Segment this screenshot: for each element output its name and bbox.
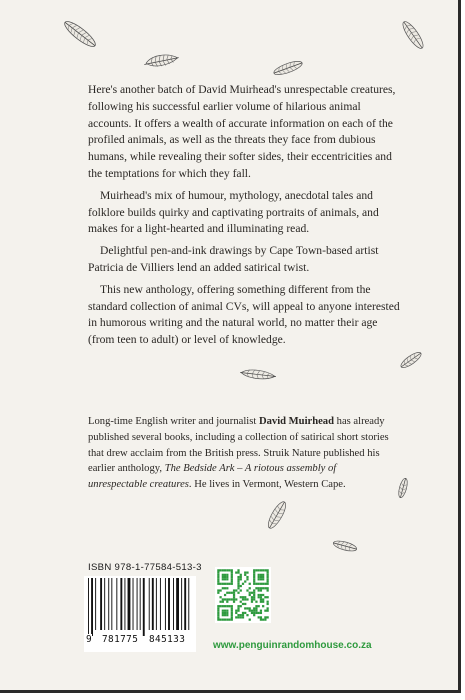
qr-module — [237, 578, 239, 580]
qr-module — [237, 614, 239, 616]
qr-module — [219, 619, 221, 621]
barcode-bar — [140, 578, 141, 630]
qr-module — [253, 592, 255, 594]
qr-module — [217, 578, 219, 580]
bio-end: . He lives in Vermont, Western Cape. — [188, 479, 346, 491]
qr-module — [231, 616, 233, 618]
qr-module — [237, 610, 239, 612]
qr-module — [246, 598, 248, 600]
qr-module — [253, 607, 255, 609]
author-bio — [88, 414, 394, 493]
qr-module — [267, 616, 269, 618]
qr-module — [264, 619, 266, 621]
qr-module — [224, 583, 226, 585]
publisher-website[interactable]: www.penguinrandomhouse.co.za — [213, 640, 372, 651]
qr-module — [264, 583, 266, 585]
qr-module — [222, 614, 224, 616]
qr-module — [253, 589, 255, 591]
qr-module — [267, 574, 269, 576]
qr-module — [258, 574, 260, 576]
qr-module — [222, 605, 224, 607]
qr-module — [222, 587, 224, 589]
qr-module — [267, 578, 269, 580]
qr-module — [267, 580, 269, 582]
qr-module — [222, 569, 224, 571]
qr-module — [264, 569, 266, 571]
qr-module — [253, 571, 255, 573]
qr-module — [246, 578, 248, 580]
qr-module — [264, 616, 266, 618]
qr-module — [242, 612, 244, 614]
qr-module — [222, 619, 224, 621]
qr-module — [222, 598, 224, 600]
blurb-paragraph: Muirhead's mix of humour, mythology, anecdotal tales and folklore builds quirky and captivating portraits of animals, and makes for a light-hearted and illuminating read. — [88, 188, 379, 236]
qr-module — [219, 569, 221, 571]
qr-module — [217, 605, 219, 607]
qr-module — [260, 610, 262, 612]
qr-module — [260, 616, 262, 618]
qr-module — [228, 619, 230, 621]
qr-module — [262, 574, 264, 576]
barcode-bar — [128, 578, 131, 630]
qr-module — [253, 583, 255, 585]
qr-module — [260, 576, 262, 578]
barcode-right-group: 845133 — [149, 634, 186, 645]
qr-module — [217, 580, 219, 582]
qr-module — [260, 596, 262, 598]
qr-module — [240, 605, 242, 607]
qr-module — [242, 614, 244, 616]
qr-module — [267, 610, 269, 612]
qr-module — [260, 594, 262, 596]
qr-module — [267, 589, 269, 591]
qr-module — [260, 589, 262, 591]
qr-module — [233, 601, 235, 603]
qr-module — [235, 616, 237, 618]
qr-module — [217, 610, 219, 612]
qr-module — [262, 576, 264, 578]
qr-module — [226, 601, 228, 603]
qr-module — [224, 594, 226, 596]
qr-module — [231, 580, 233, 582]
qr-module — [235, 571, 237, 573]
qr-module — [224, 619, 226, 621]
barcode-bar — [124, 578, 125, 630]
qr-module — [258, 587, 260, 589]
qr-module — [267, 571, 269, 573]
qr-module — [226, 576, 228, 578]
qr-module — [233, 594, 235, 596]
qr-module — [251, 596, 253, 598]
barcode-left-group: 781775 — [102, 634, 139, 645]
qr-module — [217, 571, 219, 573]
blurb-paragraph: This new anthology, offering something different from the standard collection of animal CVs, will appeal to anyone interested in humorous writing and the natural world, no matter their age (from teen to adult) or level of knowledge. — [88, 282, 400, 347]
qr-module — [249, 587, 251, 589]
qr-module — [237, 616, 239, 618]
qr-module — [255, 587, 257, 589]
qr-module — [226, 592, 228, 594]
qr-module — [258, 605, 260, 607]
qr-module — [262, 578, 264, 580]
qr-module — [258, 589, 260, 591]
qr-module — [251, 612, 253, 614]
barcode-digits — [88, 634, 196, 648]
qr-module — [258, 616, 260, 618]
qr-module — [244, 571, 246, 573]
qr-module — [264, 596, 266, 598]
qr-module — [262, 583, 264, 585]
barcode-bar — [116, 578, 117, 630]
qr-module — [260, 574, 262, 576]
qr-module — [217, 616, 219, 618]
qr-module — [231, 574, 233, 576]
qr-module — [258, 569, 260, 571]
feather-icon — [260, 496, 294, 534]
feather-icon — [270, 56, 306, 80]
earlier-book-title: The Bedside Ark – A riotous assembly of unrespectable creatures — [88, 463, 337, 491]
qr-module — [231, 583, 233, 585]
qr-module — [255, 610, 257, 612]
qr-module — [219, 589, 221, 591]
qr-module — [224, 605, 226, 607]
qr-module — [235, 589, 237, 591]
feather-icon — [142, 48, 182, 74]
qr-module — [233, 589, 235, 591]
qr-module — [231, 605, 233, 607]
qr-module — [253, 596, 255, 598]
qr-module — [255, 607, 257, 609]
qr-module — [224, 576, 226, 578]
qr-module — [267, 576, 269, 578]
barcode-bar — [173, 578, 174, 630]
qr-module — [237, 607, 239, 609]
qr-module — [217, 607, 219, 609]
qr-module — [224, 612, 226, 614]
qr-module — [231, 619, 233, 621]
barcode-bar — [95, 578, 96, 630]
barcode-bar — [168, 578, 170, 630]
qr-module — [246, 571, 248, 573]
qr-module — [260, 569, 262, 571]
qr-module — [224, 569, 226, 571]
qr-module — [251, 592, 253, 594]
qr-module — [217, 576, 219, 578]
qr-module — [217, 612, 219, 614]
qr-module — [249, 583, 251, 585]
qr-module — [226, 612, 228, 614]
qr-module — [242, 596, 244, 598]
qr-module — [228, 605, 230, 607]
qr-module — [222, 574, 224, 576]
qr-module — [242, 583, 244, 585]
qr-module — [226, 598, 228, 600]
qr-module — [262, 619, 264, 621]
qr-module — [249, 610, 251, 612]
barcode-bar — [160, 578, 161, 630]
feather-icon — [238, 366, 278, 384]
qr-module — [258, 583, 260, 585]
qr-module — [242, 598, 244, 600]
qr-module — [231, 610, 233, 612]
blurb-paragraph: Delightful pen-and-ink drawings by Cape Town-based artist Patricia de Villiers lend an added satirical twist. — [88, 244, 379, 274]
qr-module — [237, 583, 239, 585]
qr-module — [224, 578, 226, 580]
qr-module — [267, 583, 269, 585]
qr-module — [267, 569, 269, 571]
bio-intro: Long-time English writer and journalist — [88, 416, 259, 427]
qr-module — [226, 583, 228, 585]
qr-module — [222, 601, 224, 603]
qr-module — [235, 598, 237, 600]
qr-module — [255, 601, 257, 603]
qr-module — [260, 619, 262, 621]
qr-module — [233, 598, 235, 600]
feather-icon — [392, 474, 414, 502]
qr-module — [258, 594, 260, 596]
qr-module — [253, 569, 255, 571]
qr-module — [246, 589, 248, 591]
qr-module — [253, 614, 255, 616]
qr-module — [242, 603, 244, 605]
qr-module — [244, 598, 246, 600]
qr-module — [240, 589, 242, 591]
qr-module — [246, 614, 248, 616]
qr-module — [217, 614, 219, 616]
qr-module — [226, 614, 228, 616]
qr-module — [231, 569, 233, 571]
qr-module — [253, 612, 255, 614]
qr-module — [260, 598, 262, 600]
qr-module — [237, 569, 239, 571]
qr-module — [264, 610, 266, 612]
qr-module — [231, 576, 233, 578]
qr-module — [226, 587, 228, 589]
barcode-lead-digit: 9 — [86, 634, 93, 645]
qr-module — [253, 580, 255, 582]
barcode-bar — [104, 578, 105, 630]
qr-module — [237, 605, 239, 607]
qr-module — [237, 585, 239, 587]
qr-module — [267, 607, 269, 609]
barcode-bar — [181, 578, 182, 630]
qr-module — [240, 585, 242, 587]
qr-module — [226, 610, 228, 612]
qr-module — [255, 583, 257, 585]
qr-module — [253, 578, 255, 580]
qr-module — [244, 603, 246, 605]
barcode-bar — [176, 578, 179, 630]
qr-module — [249, 594, 251, 596]
qr-module — [240, 578, 242, 580]
feather-icon — [58, 14, 102, 54]
qr-module — [253, 598, 255, 600]
qr-module — [262, 569, 264, 571]
qr-module — [231, 612, 233, 614]
qr-module — [244, 612, 246, 614]
barcode-bar — [100, 578, 102, 630]
qr-module — [237, 571, 239, 573]
qr-module — [217, 569, 219, 571]
qr-module — [249, 592, 251, 594]
barcode-bar — [137, 578, 138, 630]
qr-module — [228, 592, 230, 594]
qr-module — [264, 587, 266, 589]
isbn-label: ISBN 978-1-77584-513-3 — [88, 562, 202, 573]
qr-module — [224, 614, 226, 616]
qr-module — [246, 607, 248, 609]
qr-module — [226, 574, 228, 576]
qr-code[interactable] — [215, 567, 271, 623]
qr-module — [253, 610, 255, 612]
qr-module — [240, 601, 242, 603]
qr-module — [267, 603, 269, 605]
qr-module — [228, 569, 230, 571]
qr-module — [224, 574, 226, 576]
barcode-bar — [152, 578, 154, 630]
qr-module — [242, 616, 244, 618]
qr-module — [249, 607, 251, 609]
barcode-bar — [143, 578, 145, 636]
qr-module — [258, 578, 260, 580]
qr-module — [251, 601, 253, 603]
qr-module — [224, 610, 226, 612]
qr-module — [231, 578, 233, 580]
barcode-bar — [184, 578, 186, 630]
qr-module — [233, 592, 235, 594]
blurb — [88, 82, 406, 354]
qr-module — [251, 610, 253, 612]
author-name: David Muirhead — [258, 416, 334, 427]
qr-module — [237, 592, 239, 594]
qr-module — [228, 583, 230, 585]
blurb-paragraph: Here's another batch of David Muirhead's unrespectable creatures, following his successful earlier volume of hilarious animal accounts. It offers a wealth of accurate information on each of the profiled animals, as well as the threats they face from dubious humans, while revealing their softer sides, their eccentricities and the temptations for which they fall. — [88, 83, 396, 180]
qr-module — [233, 596, 235, 598]
qr-module — [240, 616, 242, 618]
barcode-bar — [133, 578, 134, 630]
qr-module — [255, 605, 257, 607]
qr-module — [240, 574, 242, 576]
qr-module — [267, 601, 269, 603]
barcode-bar — [156, 578, 157, 630]
qr-module — [217, 583, 219, 585]
qr-module — [231, 598, 233, 600]
qr-module — [217, 589, 219, 591]
qr-module — [253, 594, 255, 596]
qr-module — [224, 598, 226, 600]
qr-module — [260, 578, 262, 580]
barcode-bar — [165, 578, 166, 630]
qr-module — [222, 578, 224, 580]
qr-module — [262, 598, 264, 600]
barcode-bar — [88, 578, 89, 636]
qr-module — [224, 587, 226, 589]
qr-module — [228, 598, 230, 600]
qr-module — [235, 612, 237, 614]
qr-module — [240, 596, 242, 598]
barcode-bar — [111, 578, 112, 630]
qr-module — [251, 598, 253, 600]
qr-module — [244, 574, 246, 576]
bio-middle: has already published several books, including a collection of satirical short stories that drew acclaim from the British press. Struik Nature published his earlier anthology, — [88, 416, 389, 475]
qr-module — [222, 576, 224, 578]
qr-module — [267, 596, 269, 598]
qr-module — [255, 569, 257, 571]
qr-module — [262, 605, 264, 607]
qr-module — [260, 612, 262, 614]
qr-module — [219, 596, 221, 598]
qr-module — [237, 576, 239, 578]
qr-module — [244, 607, 246, 609]
qr-module — [231, 592, 233, 594]
qr-module — [258, 596, 260, 598]
qr-module — [240, 614, 242, 616]
qr-module — [237, 580, 239, 582]
qr-module — [244, 580, 246, 582]
qr-module — [262, 594, 264, 596]
qr-module — [231, 607, 233, 609]
qr-module — [226, 605, 228, 607]
qr-module — [262, 587, 264, 589]
qr-module — [253, 576, 255, 578]
qr-module — [240, 576, 242, 578]
qr-module — [267, 587, 269, 589]
qr-module — [255, 612, 257, 614]
qr-module — [217, 574, 219, 576]
qr-module — [219, 605, 221, 607]
qr-module — [222, 583, 224, 585]
qr-module — [226, 619, 228, 621]
feather-icon — [330, 536, 360, 556]
qr-module — [226, 569, 228, 571]
qr-module — [260, 587, 262, 589]
barcode-bar — [108, 578, 109, 630]
qr-module — [217, 592, 219, 594]
qr-module — [231, 614, 233, 616]
qr-module — [258, 612, 260, 614]
qr-module — [219, 583, 221, 585]
qr-module — [253, 574, 255, 576]
qr-module — [219, 601, 221, 603]
qr-module — [222, 610, 224, 612]
feather-icon — [394, 16, 432, 54]
qr-module — [246, 576, 248, 578]
qr-module — [222, 612, 224, 614]
barcode-bar — [120, 578, 122, 630]
qr-module — [249, 619, 251, 621]
qr-module — [231, 571, 233, 573]
barcode-bar — [91, 578, 93, 636]
barcode-bar — [149, 578, 150, 630]
qr-module — [258, 576, 260, 578]
qr-module — [260, 601, 262, 603]
qr-module — [226, 578, 228, 580]
qr-module — [244, 596, 246, 598]
qr-module — [217, 619, 219, 621]
qr-module — [262, 601, 264, 603]
qr-module — [260, 583, 262, 585]
qr-module — [235, 610, 237, 612]
barcode-bar — [188, 578, 189, 630]
qr-module — [237, 587, 239, 589]
